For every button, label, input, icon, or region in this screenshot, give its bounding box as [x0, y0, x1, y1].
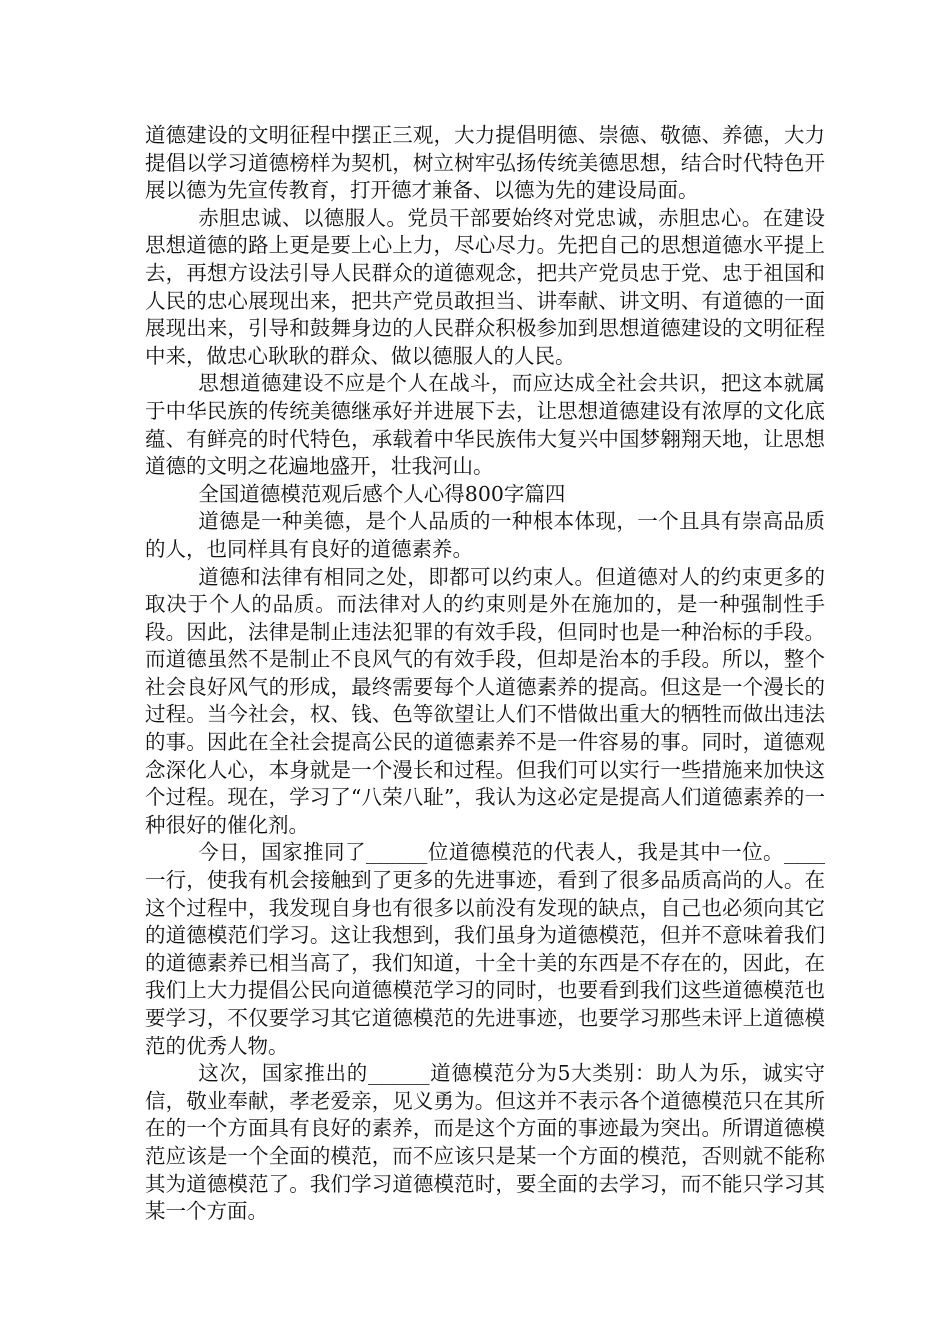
paragraph-continuation: 道德建设的文明征程中摆正三观，大力提倡明德、崇德、敬德、养德，大力提倡以学习道德榜样为契机，树立树牢弘扬传统美德思想，结合时代特色开展以德为先宣传教育，打开德才兼备、以德为先的建设局面。 — [145, 123, 825, 203]
document-page — [145, 122, 825, 1226]
paragraph-social-consensus: 思想道德建设不应是个人在战斗，而应达成全社会共识，把这本就属于中华民族的传统美德继承好并进展下去，让思想道德建设有浓厚的文化底蕴、有鲜亮的时代特色，承载着中华民族伟大复兴中国梦翱翔天地，让思想道德的文明之花遍地盛开，壮我河山。 — [145, 371, 825, 479]
paragraph-model-experience: 今日，国家推同了______位道德模范的代表人，我是其中一位。____一行，使我有机会接触到了更多的先进事迹，看到了很多品质高尚的人。在这个过程中，我发现自身也有很多以前没有发现的缺点，自己也必须向其它的道德模范们学习。这让我想到，我们虽身为道德模范，但并不意味着我们的道德素养已相当高了，我们知道，十全十美的东西是不存在的，因此，在我们上大力提倡公民向道德模范学习的同时，也要看到我们这些道德模范也要学习，不仅要学习其它道德模范的先进事迹，也要学习那些未评上道德模范的优秀人物。 — [145, 840, 825, 1058]
paragraph-morality-definition: 道德是一种美德，是个人品质的一种根本体现，一个且具有崇高品质的人，也同样具有良好的道德素养。 — [145, 509, 825, 561]
paragraph-five-categories: 这次，国家推出的______道德模范分为5大类别：助人为乐，诚实守信，敬业奉献，孝老爱亲，见义勇为。但这并不表示各个道德模范只在其所在的一个方面具有良好的素养，而是这个方面的事迹最为突出。所谓道德模范应该是一个全面的模范，而不应该只是某一个方面的模范，否则就不能称其为道德模范了。我们学习道德模范时，要全面的去学习，而不能只学习其某一个方面。 — [145, 1061, 825, 1224]
paragraph-morality-and-law: 道德和法律有相同之处，即都可以约束人。但道德对人的约束更多的取决于个人的品质。而法律对人的约束则是外在施加的，是一种强制性手段。因此，法律是制止违法犯罪的有效手段，但同时也是一种治标的手段。而道德虽然不是制止不良风气的有效手段，但却是治本的手段。所以，整个社会良好风气的形成，最终需要每个人道德素养的提高。但这是一个漫长的过程。当今社会，权、钱、色等欲望让人们不惜做出重大的牺牲而做出违法的事。因此在全社会提高公民的道德素养不是一件容易的事。同时，道德观念深化人心，本身就是一个漫长和过程。但我们可以实行一些措施来加快这个过程。现在，学习了“八荣八耻”，我认为这必定是提高人们道德素养的一种很好的催化剂。 — [145, 564, 825, 837]
section-heading: 全国道德模范观后感个人心得800字篇四 — [198, 481, 566, 506]
paragraph-loyalty: 赤胆忠诚、以德服人。党员干部要始终对党忠诚，赤胆忠心。在建设思想道德的路上更是要上心上力，尽心尽力。先把自己的思想道德水平提上去，再想方设法引导人民群众的道德观念，把共产党员忠于党、忠于祖国和人民的忠心展现出来，把共产党员敢担当、讲奉献、讲文明、有道德的一面展现出来，引导和鼓舞身边的人民群众积极参加到思想道德建设的文明征程中来，做忠心耿耿的群众、做以德服人的人民。 — [145, 205, 825, 368]
